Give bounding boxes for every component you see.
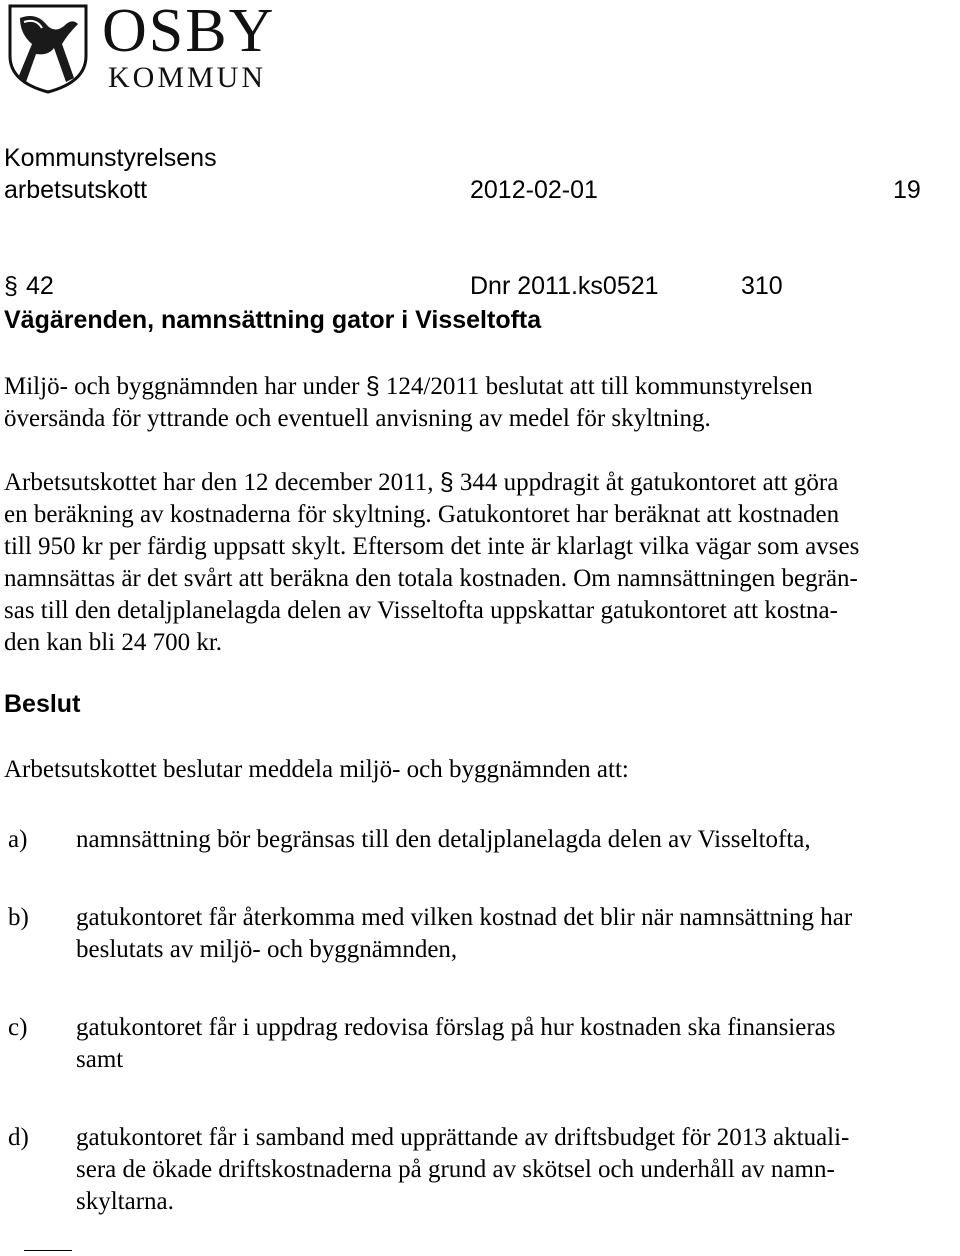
paragraph-2-line-1-before: Arbetsutskottet har den 12 december 2011, <box>4 469 434 496</box>
case-number: 42 <box>26 272 54 300</box>
item-line: samt <box>76 1046 124 1073</box>
paragraph-1-line-1-after: 124/2011 beslutat att till kommunstyrelsen <box>385 373 813 400</box>
paragraph-2-line: sas till den detaljplanelagda delen av Visseltofta uppskattar gatukontoret att kostna- <box>4 597 838 624</box>
logo <box>6 0 296 96</box>
paragraph-2-line-1 <box>4 466 859 499</box>
paragraph-1-line-1 <box>4 370 813 403</box>
item-letter: d) <box>8 1124 29 1151</box>
item-letter: b) <box>8 904 29 931</box>
item-text <box>76 1122 849 1218</box>
logo-subtitle: KOMMUN <box>108 61 267 94</box>
org-line-2: arbetsutskott <box>4 176 148 204</box>
decision-intro: Arbetsutskottet beslutar meddela miljö- och byggnämnden att: <box>4 756 629 783</box>
item-line: gatukontoret får i uppdrag redovisa förslag på hur kostnaden ska finansieras <box>76 1014 836 1041</box>
coat-of-arms-icon <box>6 4 90 94</box>
paragraph-2-line: till 950 kr per färdig uppsatt skylt. Eftersom det inte är klarlagt vilka vägar som avses <box>4 533 860 560</box>
item-line: beslutats av miljö- och byggnämnden, <box>76 936 458 963</box>
case-dnr: Dnr 2011.ks0521 <box>470 272 659 300</box>
case-title: Vägärenden, namnsättning gator i Visseltofta <box>4 306 542 334</box>
item-letter: c) <box>8 1014 28 1041</box>
section-symbol: § <box>439 468 454 496</box>
item-text <box>76 902 852 966</box>
paragraph-2-line: en beräkning av kostnaderna för skyltning. Gatukontoret har beräknat att kostnaden <box>4 501 840 528</box>
paragraph-1-line-1-before: Miljö- och byggnämnden har under <box>4 373 360 400</box>
paragraph-2-line-1-after: 344 uppdragit åt gatukontoret att göra <box>459 469 839 496</box>
section-symbol: § <box>4 272 18 300</box>
case-code: 310 <box>741 272 783 300</box>
paragraph-1 <box>4 370 813 435</box>
item-line: gatukontoret får återkomma med vilken kostnad det blir när namnsättning har <box>76 904 853 931</box>
paragraph-2 <box>4 466 859 659</box>
item-line: namnsättning bör begränsas till den detaljplanelagda delen av Visseltofta, <box>76 826 811 853</box>
paragraph-2-line: den kan bli 24 700 kr. <box>4 629 223 656</box>
item-text <box>76 824 811 856</box>
decision-heading: Beslut <box>4 690 81 718</box>
paragraph-1-line-2: översända för yttrande och eventuell anvisning av medel för skyltning. <box>4 405 711 432</box>
logo-name: OSBY <box>102 0 276 65</box>
org-line-1: Kommunstyrelsens <box>4 144 217 172</box>
item-line: sera de ökade driftskostnaderna på grund av skötsel och underhåll av namn- <box>76 1156 835 1183</box>
page-number: 19 <box>893 176 921 204</box>
item-letter: a) <box>8 826 28 853</box>
item-line: skyltarna. <box>76 1188 174 1215</box>
item-text <box>76 1012 836 1076</box>
meeting-date: 2012-02-01 <box>470 176 598 204</box>
item-line: gatukontoret får i samband med upprättande av driftsbudget för 2013 aktuali- <box>76 1124 850 1151</box>
section-symbol: § <box>365 372 380 400</box>
paragraph-2-line: namnsättas är det svårt att beräkna den totala kostnaden. Om namnsättningen begrän- <box>4 565 858 592</box>
signature-line <box>24 1250 72 1251</box>
